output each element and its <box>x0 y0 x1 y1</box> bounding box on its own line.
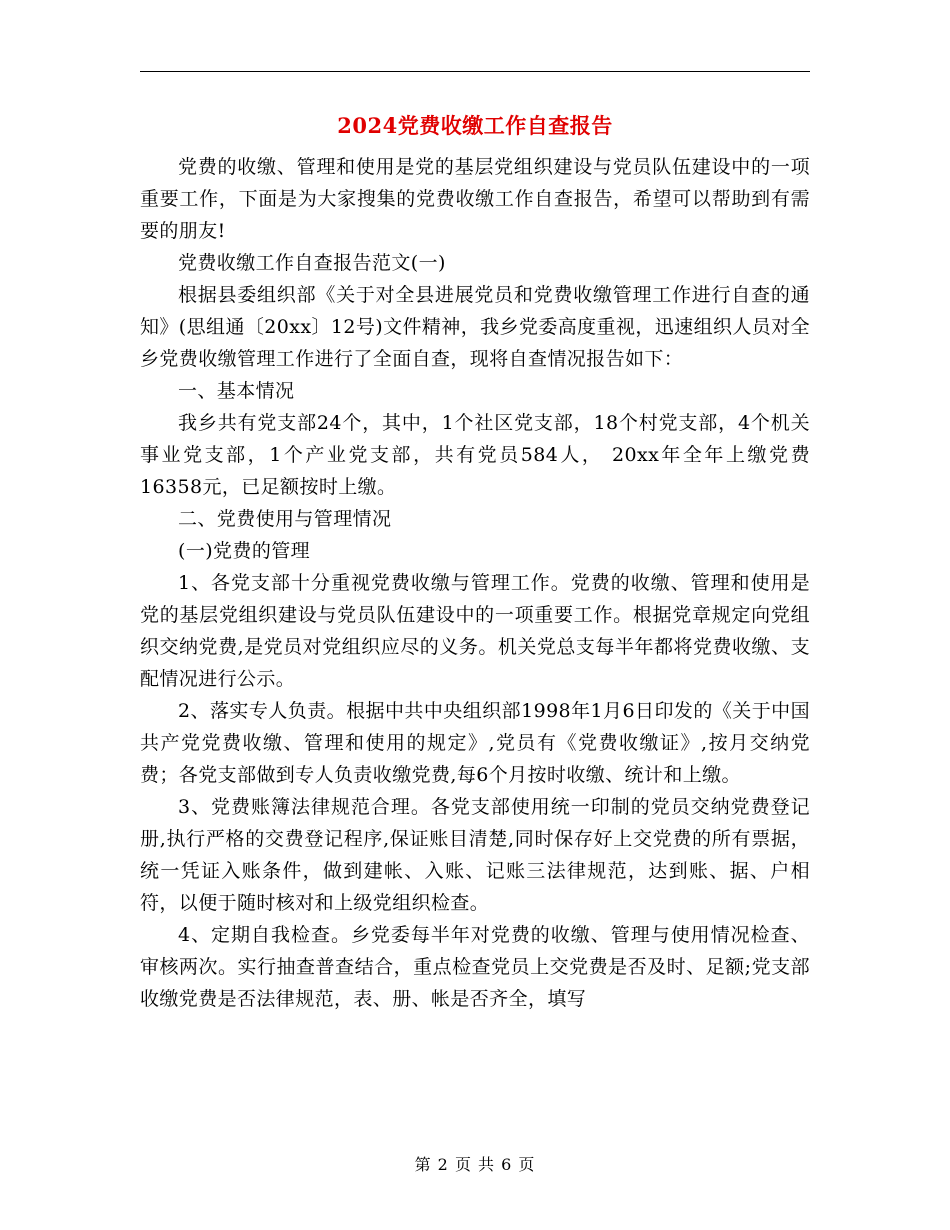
header-rule <box>140 71 810 72</box>
paragraph: 2、落实专人负责。根据中共中央组织部1998年1月6日印发的《关于中国共产党党费收缴、管理和使用的规定》,党员有《党费收缴证》,按月交纳党费；各党支部做到专人负责收缴党费,每6个月按时收缴、统计和上缴。 <box>140 700 810 786</box>
paragraph: 1、各党支部十分重视党费收缴与管理工作。党费的收缴、管理和使用是党的基层党组织建设与党员队伍建设中的一项重要工作。根据党章规定向党组织交纳党费,是党员对党组织应尽的义务。机关党总支每半年都将党费收缴、支配情况进行公示。 <box>140 572 810 690</box>
section-heading: 一、基本情况 <box>178 380 295 402</box>
paragraph: 党费的收缴、管理和使用是党的基层党组织建设与党员队伍建设中的一项重要工作，下面是为大家搜集的党费收缴工作自查报告，希望可以帮助到有需要的朋友! <box>140 156 810 242</box>
paragraph: 根据县委组织部《关于对全县进展党员和党费收缴管理工作进行自查的通知》(思组通〔20xx〕12号)文件精神，我乡党委高度重视，迅速组织人员对全乡党费收缴管理工作进行了全面自查，现将自查情况报告如下： <box>140 284 810 370</box>
document-body <box>140 151 810 1015</box>
section-heading: 党费收缴工作自查报告范文(一) <box>178 252 446 274</box>
paragraph: 3、党费账簿法律规范合理。各党支部使用统一印制的党员交纳党费登记册,执行严格的交费登记程序,保证账目清楚,同时保存好上交党费的所有票据，统一凭证入账条件，做到建帐、入账、记账三法律规范，达到账、据、户相符，以便于随时核对和上级党组织检查。 <box>140 796 810 914</box>
page-number-footer: 第 2 页 共 6 页 <box>414 1155 536 1174</box>
section-heading: 二、党费使用与管理情况 <box>178 508 392 530</box>
paragraph: 我乡共有党支部24个，其中，1个社区党支部，18个村党支部，4个机关事业党支部，1个产业党支部，共有党员584人， 20xx年全年上缴党费16358元，已足额按时上缴。 <box>140 412 810 498</box>
document-title: 2024党费收缴工作自查报告 <box>337 113 613 138</box>
paragraph: 4、定期自我检查。乡党委每半年对党费的收缴、管理与使用情况检查、审核两次。实行抽查普查结合，重点检查党员上交党费是否及时、足额;党支部收缴党费是否法律规范，表、册、帐是否齐全，填写 <box>140 924 810 1010</box>
subsection-heading: (一)党费的管理 <box>178 540 311 562</box>
